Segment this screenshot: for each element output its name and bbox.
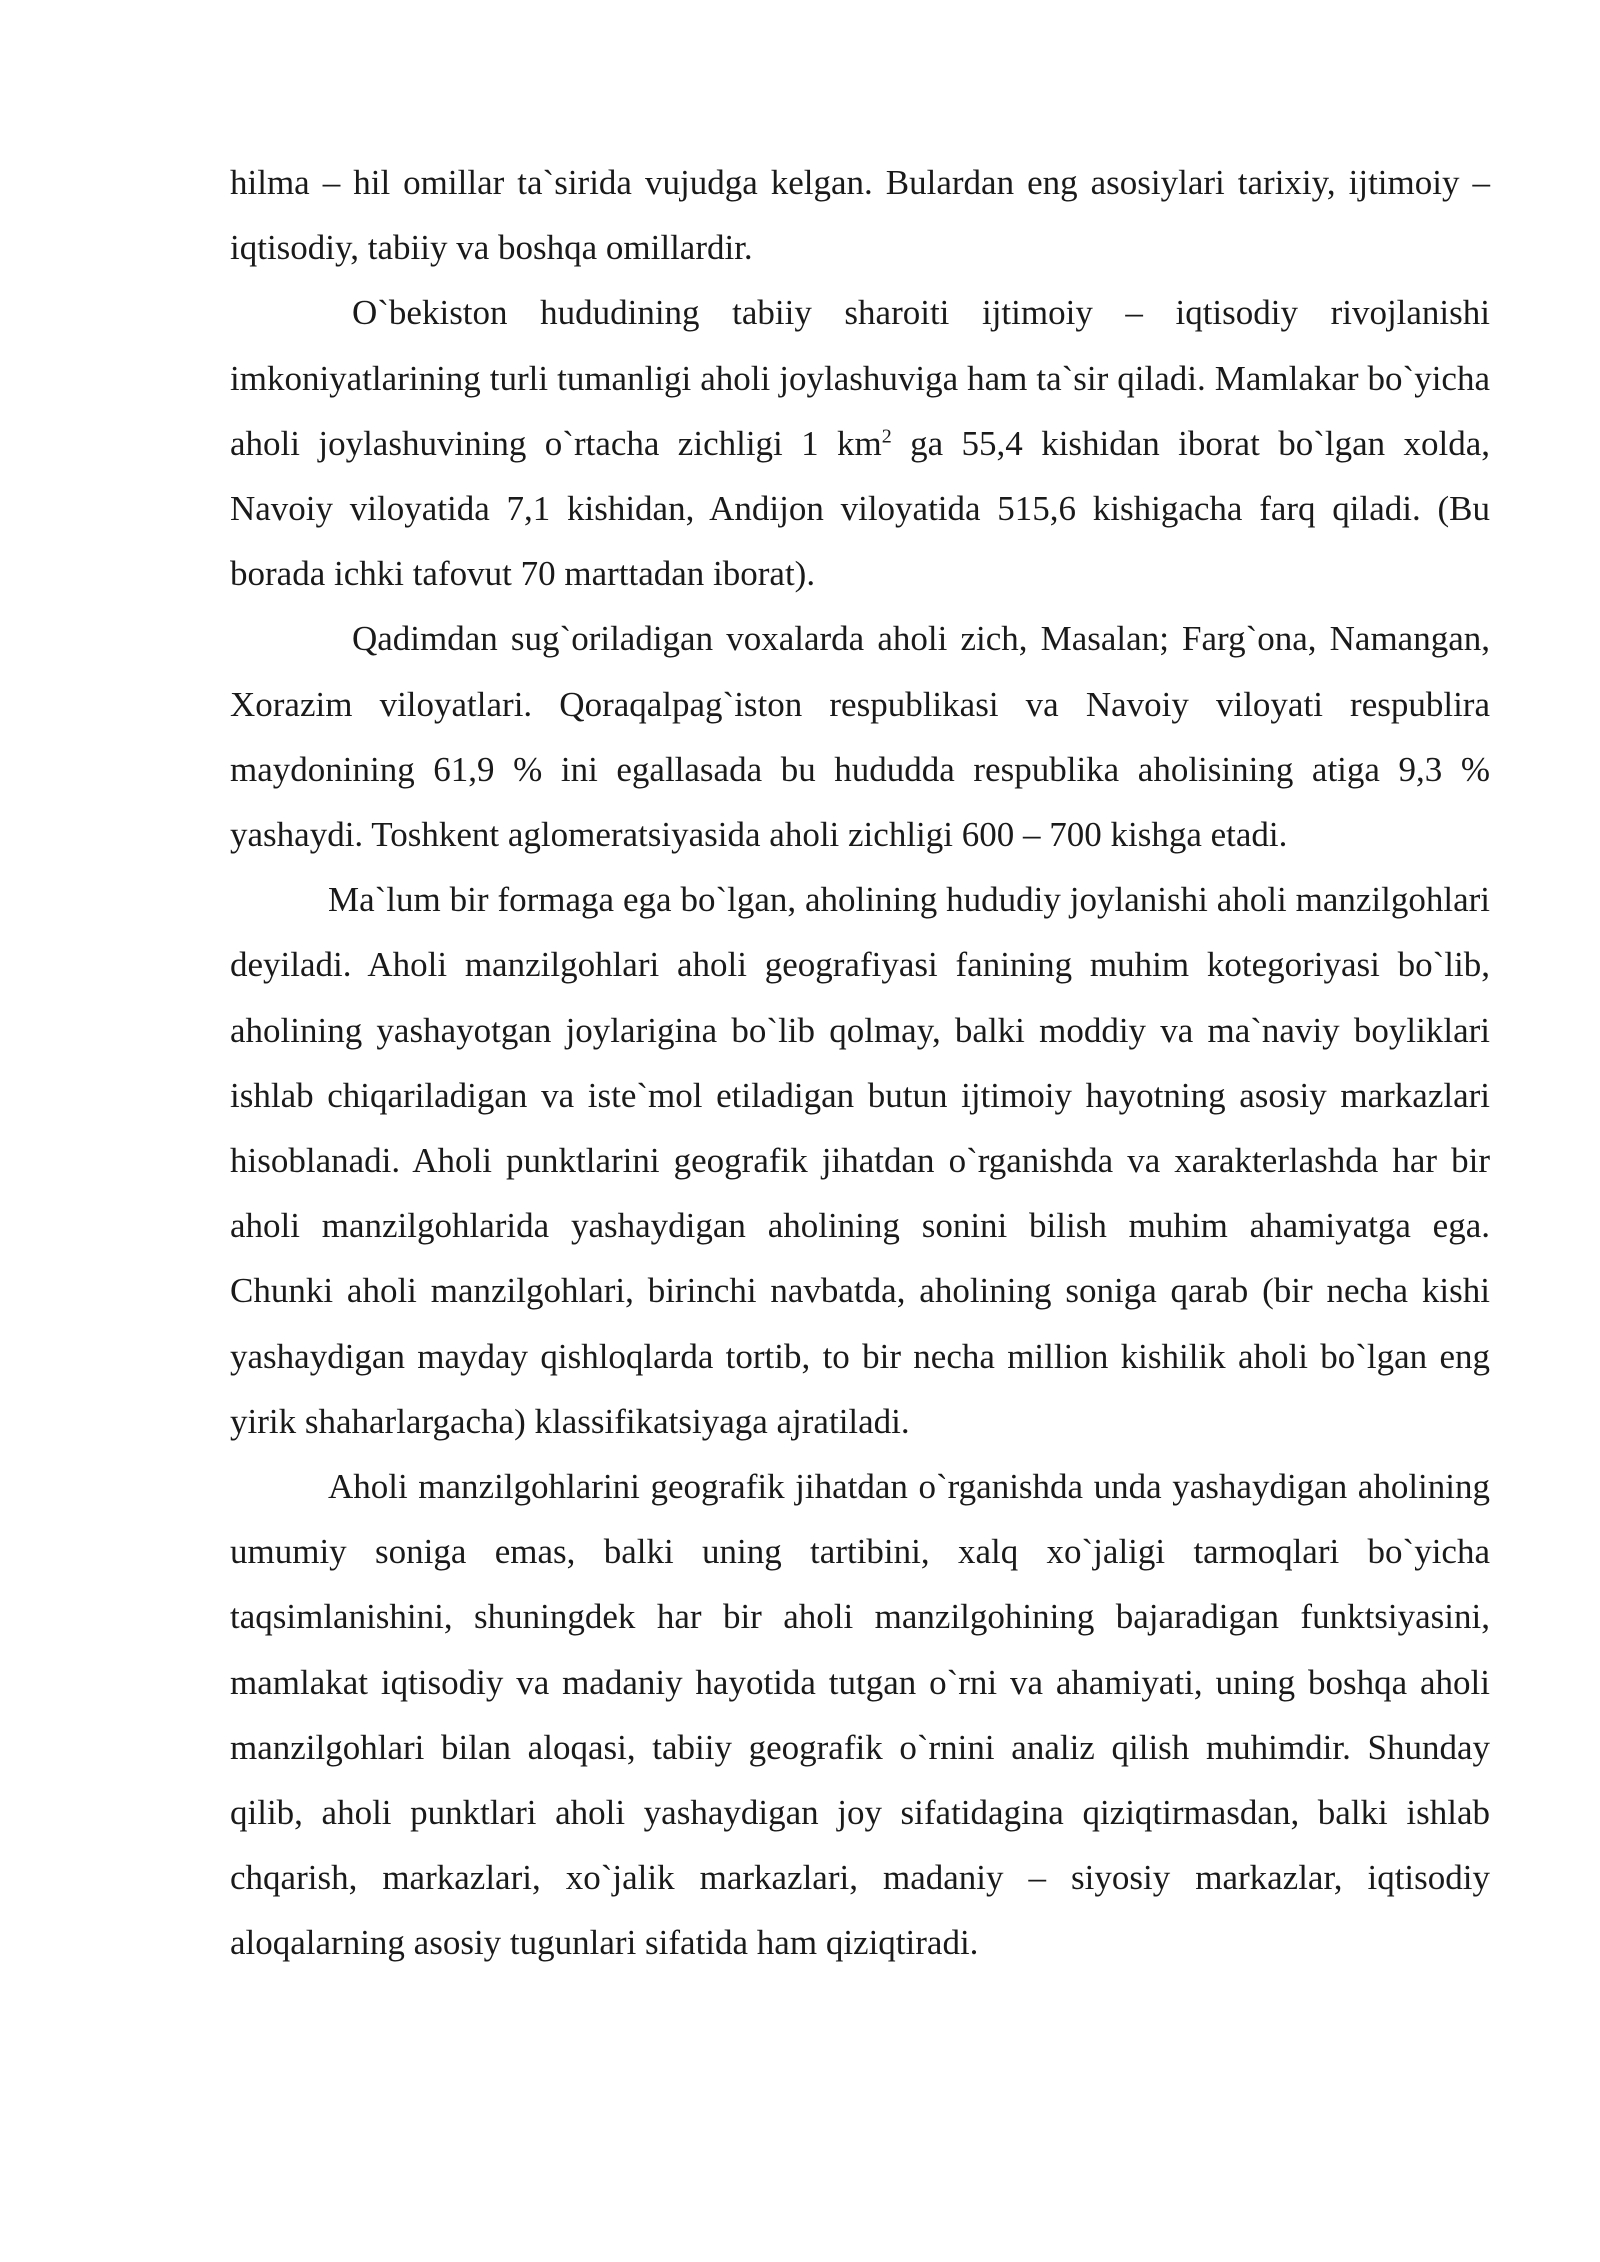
paragraph-irrigated-oases: Qadimdan sug`oriladigan voxalarda aholi zich, Masalan; Farg`ona, Namangan, Xorazim viloyatlari. Qoraqalpag`iston respublikasi va Navoiy viloyati respublira maydonining 61,9 % ini egallasada bu hududda respublika aholisining atiga 9,3 % yashaydi. Toshkent aglomeratsiyasida aholi zichligi 600 – 700 kishga etadi. — [230, 619, 1490, 855]
density-text-start: O`bekiston hududining tabiiy sharoiti ijtimoiy – iqtisodiy rivojlanishi imkoniyatlarining turli tumanligi aholi joylashuviga ham ta`sir qiladi. Mamlakar bo`yicha aholi joylashuvining o`rtacha zichligi 1 km — [230, 293, 1490, 463]
square-superscript: 2 — [881, 425, 892, 448]
density-text-end: ga 55,4 kishidan iborat bo`lgan xolda, Navoiy viloyatida 7,1 kishidan, Andijon viloyatida 515,6 kishigacha farq qiladi. (Bu borada ichki tafovut 70 marttadan iborat). — [230, 423, 1490, 594]
paragraph-continuation: hilma – hil omillar ta`sirida vujudga kelgan. Bulardan eng asosiylari tarixiy, ijtimoiy – iqtisodiy, tabiiy va boshqa omillardir. — [230, 163, 1490, 268]
paragraph-settlements-definition: Ma`lum bir formaga ega bo`lgan, aholining hududiy joylanishi aholi manzilgohlari deyiladi. Aholi manzilgohlari aholi geografiyasi fanining muhim kotegoriyasi bo`lib, aholining yashayotgan joylarigina bo`lib qolmay, balki moddiy va ma`naviy boyliklari ishlab chiqariladigan va iste`mol etiladigan butun ijtimoiy hayotning asosiy markazlari hisoblanadi. Aholi punktlarini geografik jihatdan o`rganishda va xarakterlashda har bir aholi manzilgohlarida yashaydigan aholining sonini bilish muhim ahamiyatga ega. Chunki aholi manzilgohlari, birinchi navbatda, aholining soniga qarab (bir necha kishi yashaydigan mayday qishloqlarda tortib, to bir necha million kishilik aholi bo`lgan eng yirik shaharlargacha) klassifikatsiyaga ajratiladi. — [230, 880, 1490, 1441]
paragraph-population-density — [230, 280, 1490, 606]
body-text — [230, 150, 1490, 1976]
paragraph-settlements-study: Aholi manzilgohlarini geografik jihatdan o`rganishda unda yashaydigan aholining umumiy soniga emas, balki uning tartibini, xalq xo`jaligi tarmoqlari bo`yicha taqsimlanishini, shuningdek har bir aholi manzilgohining bajaradigan funktsiyasini, mamlakat iqtisodiy va madaniy hayotida tutgan o`rni va ahamiyati, uning boshqa aholi manzilgohlari bilan aloqasi, tabiiy geografik o`rnini analiz qilish muhimdir. Shunday qilib, aholi punktlari aholi yashaydigan joy sifatidagina qiziqtirmasdan, balki ishlab chqarish, markazlari, xo`jalik markazlari, madaniy – siyosiy markazlar, iqtisodiy aloqalarning asosiy tugunlari sifatida ham qiziqtiradi. — [230, 1467, 1490, 1963]
